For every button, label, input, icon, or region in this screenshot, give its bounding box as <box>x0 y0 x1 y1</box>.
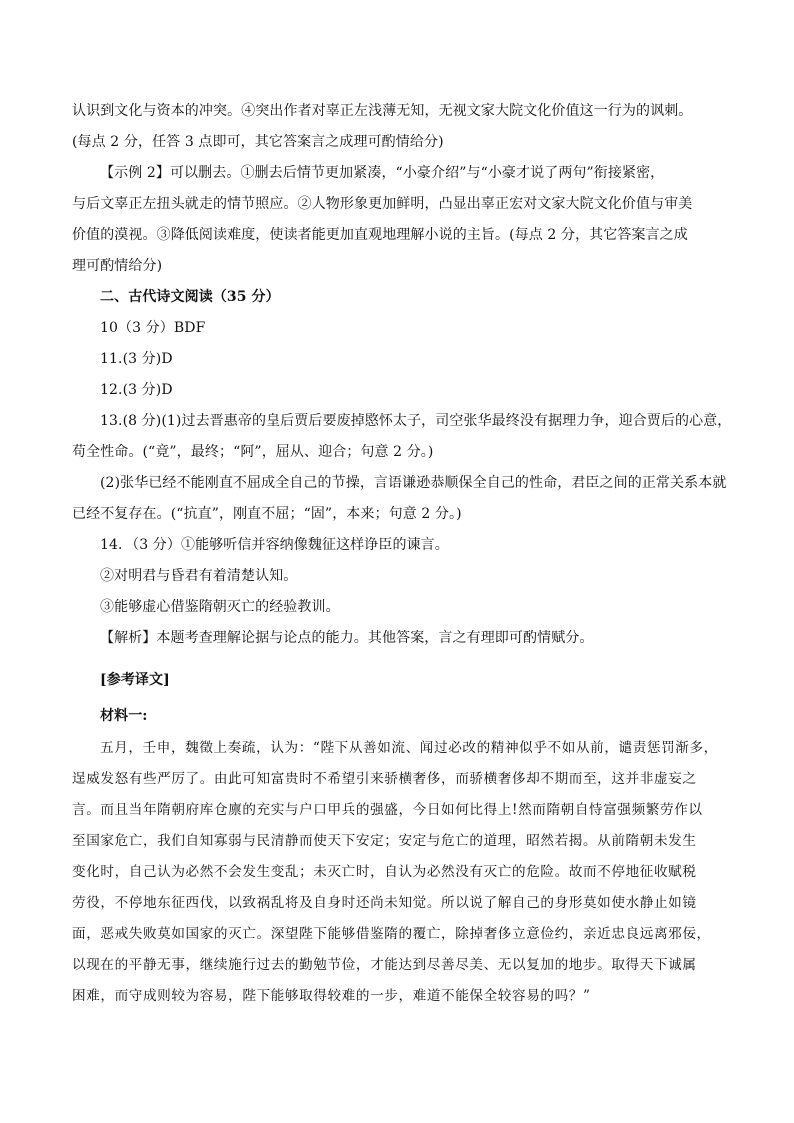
text-line: 13.(8 分)(1)过去晋惠帝的皇后贾后要废掉愍怀太子，司空张华最终没有据理力争，迎合贾后的心意， <box>100 413 732 429</box>
text-line: 与后文辜正左扭头就走的情节照应。②人物形象更加鲜明，凸显出辜正宏对文家大院文化价值与审美 <box>72 196 693 212</box>
translation-heading: [参考译文] <box>100 672 170 688</box>
text-line: 价值的漠视。③降低阅读难度，使读者能更加直观地理解小说的主旨。(每点 2 分，其它答案言之成 <box>72 227 688 243</box>
answer-line: 11.(3 分)D <box>100 351 173 367</box>
translation-line: 逞威发怒有些严厉了。由此可知富贵时不希望引来骄横奢侈，而骄横奢侈却不期而至，这并非虚妄之 <box>72 771 697 787</box>
text-line: ②对明君与昏君有着清楚认知。 <box>100 568 298 584</box>
translation-line: 困难，而守成则较为容易，陛下能够取得较难的一步，难道不能保全较容易的吗？” <box>72 988 591 1004</box>
translation-line: 面，恶戒失败莫如国家的灭亡。深望陛下能够借鉴隋的覆亡，除掉奢侈立意俭约，亲近忠良远离邪佞， <box>72 926 711 942</box>
translation-line: 至国家危亡，我们自知寡弱与民清静而使天下安定；安定与危亡的道理，昭然若揭。从前隋朝未发生 <box>72 833 697 849</box>
text-line: 理可酌情给分) <box>72 258 163 274</box>
text-line: ③能够虚心借鉴隋朝灭亡的经验教训。 <box>100 599 340 615</box>
analysis-line: 【解析】本题考查理解论据与论点的能力。其他答案，言之有理即可酌情赋分。 <box>100 630 594 646</box>
text-line: 14．（3 分）①能够听信并容纳像魏征这样诤臣的谏言。 <box>100 537 449 553</box>
text-line: 认识到文化与资本的冲突。④突出作者对辜正左浅薄无知，无视文家大院文化价值这一行为的讽刺。 <box>72 103 693 119</box>
text-line: (每点 2 分，任答 3 点即可，其它答案言之成理可酌情给分) <box>72 134 444 150</box>
translation-line: 变化时，自己认为必然不会发生变乱；未灭亡时，自认为必然没有灭亡的危险。故而不停地征收赋税 <box>72 864 697 880</box>
material-heading: 材料一: <box>100 708 148 724</box>
translation-line: 五月，壬申，魏徵上奏疏，认为：“陛下从善如流、闻过必改的精神似乎不如从前，谴责惩罚渐多， <box>100 740 718 756</box>
text-line: (2)张华已经不能刚直不屈成全自己的节操，言语谦逊恭顺保全自己的性命，君臣之间的正常关系本就 <box>100 475 727 491</box>
answer-line: 12.(3 分)D <box>100 382 173 398</box>
translation-line: 劳役，不停地东征西伐，以致祸乱将及自身时还尚未知觉。所以说了解自己的身形莫如使水静止如镜 <box>72 895 697 911</box>
text-line: 已经不复存在。(“抗直”，刚直不屈；“固”，本来；句意 2 分。) <box>72 506 462 522</box>
translation-line: 言。而且当年隋朝府库仓廪的充实与户口甲兵的强盛，今日如何比得上!然而隋朝自恃富强频繁劳作以 <box>72 802 703 818</box>
text-line: 【示例 2】可以删去。①删去后情节更加紧凑，“小豪介绍”与“小豪才说了两句”衔接紧密， <box>100 165 665 181</box>
answer-line: 10（3 分）BDF <box>100 320 206 336</box>
translation-line: 以现在的平静无事，继续施行过去的勤勉节俭，才能达到尽善尽美、无以复加的地步。取得天下诚属 <box>72 957 697 973</box>
section-heading: 二、古代诗文阅读（35 分） <box>100 289 280 305</box>
text-line: 苟全性命。(“竟”，最终；“阿”，屈从、迎合；句意 2 分。) <box>72 444 434 460</box>
